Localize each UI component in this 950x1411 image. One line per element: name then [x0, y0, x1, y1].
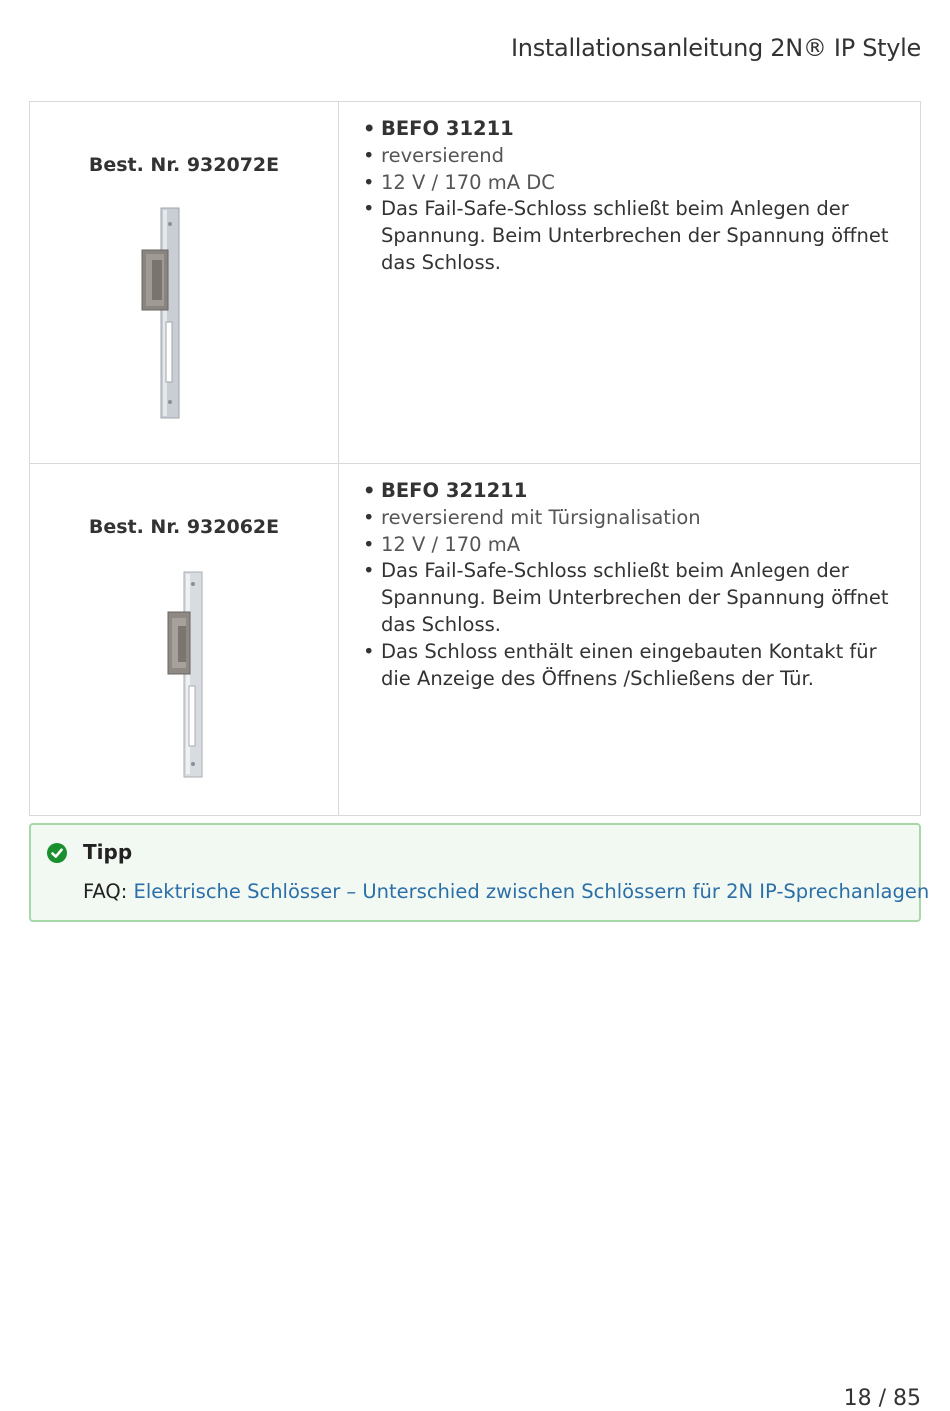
document-header-title: Installationsanleitung 2N® IP Style [511, 34, 921, 62]
table-row [30, 464, 921, 816]
product-image-cell [30, 464, 339, 816]
page-number: 18 / 85 [843, 1386, 921, 1411]
order-number: Best. Nr. 932072E [88, 154, 280, 176]
tip-text [83, 880, 929, 903]
spec-type: • reversierend [381, 143, 910, 170]
product-spec-cell [339, 464, 921, 816]
spec-voltage: • 12 V / 170 mA DC [381, 170, 910, 197]
order-number: Best. Nr. 932062E [88, 516, 280, 538]
table-row [30, 102, 921, 464]
product-spec-cell [339, 102, 921, 464]
spec-type: • reversierend mit Türsignalisation [381, 505, 910, 532]
spec-description: • Das Fail-Safe-Schloss schließt beim Anlegen der Spannung. Beim Unterbrechen der Spannung öffnet das Schloss. [381, 196, 910, 276]
electric-strike-lock-image [90, 564, 280, 794]
spec-list [339, 478, 920, 692]
spec-voltage: • 12 V / 170 mA [381, 532, 910, 559]
spec-model: • BEFO 31211 [381, 116, 910, 143]
electric-strike-lock-image [90, 202, 280, 432]
tip-box [29, 823, 930, 922]
check-circle-icon [47, 843, 67, 863]
product-table [29, 101, 921, 816]
spec-list [339, 116, 920, 277]
tip-title: Tipp [83, 840, 133, 864]
tip-prefix: FAQ: [83, 880, 134, 903]
faq-link[interactable]: Elektrische Schlösser – Unterschied zwischen Schlössern für 2N IP-Sprechanlagen [133, 880, 930, 903]
spec-model: • BEFO 321211 [381, 478, 910, 505]
spec-contact-note: • Das Schloss enthält einen eingebauten Kontakt für die Anzeige des Öffnens /Schließens der Tür. [381, 639, 910, 693]
spec-description: • Das Fail-Safe-Schloss schließt beim Anlegen der Spannung. Beim Unterbrechen der Spannung öffnet das Schloss. [381, 558, 910, 638]
product-image-cell [30, 102, 339, 464]
